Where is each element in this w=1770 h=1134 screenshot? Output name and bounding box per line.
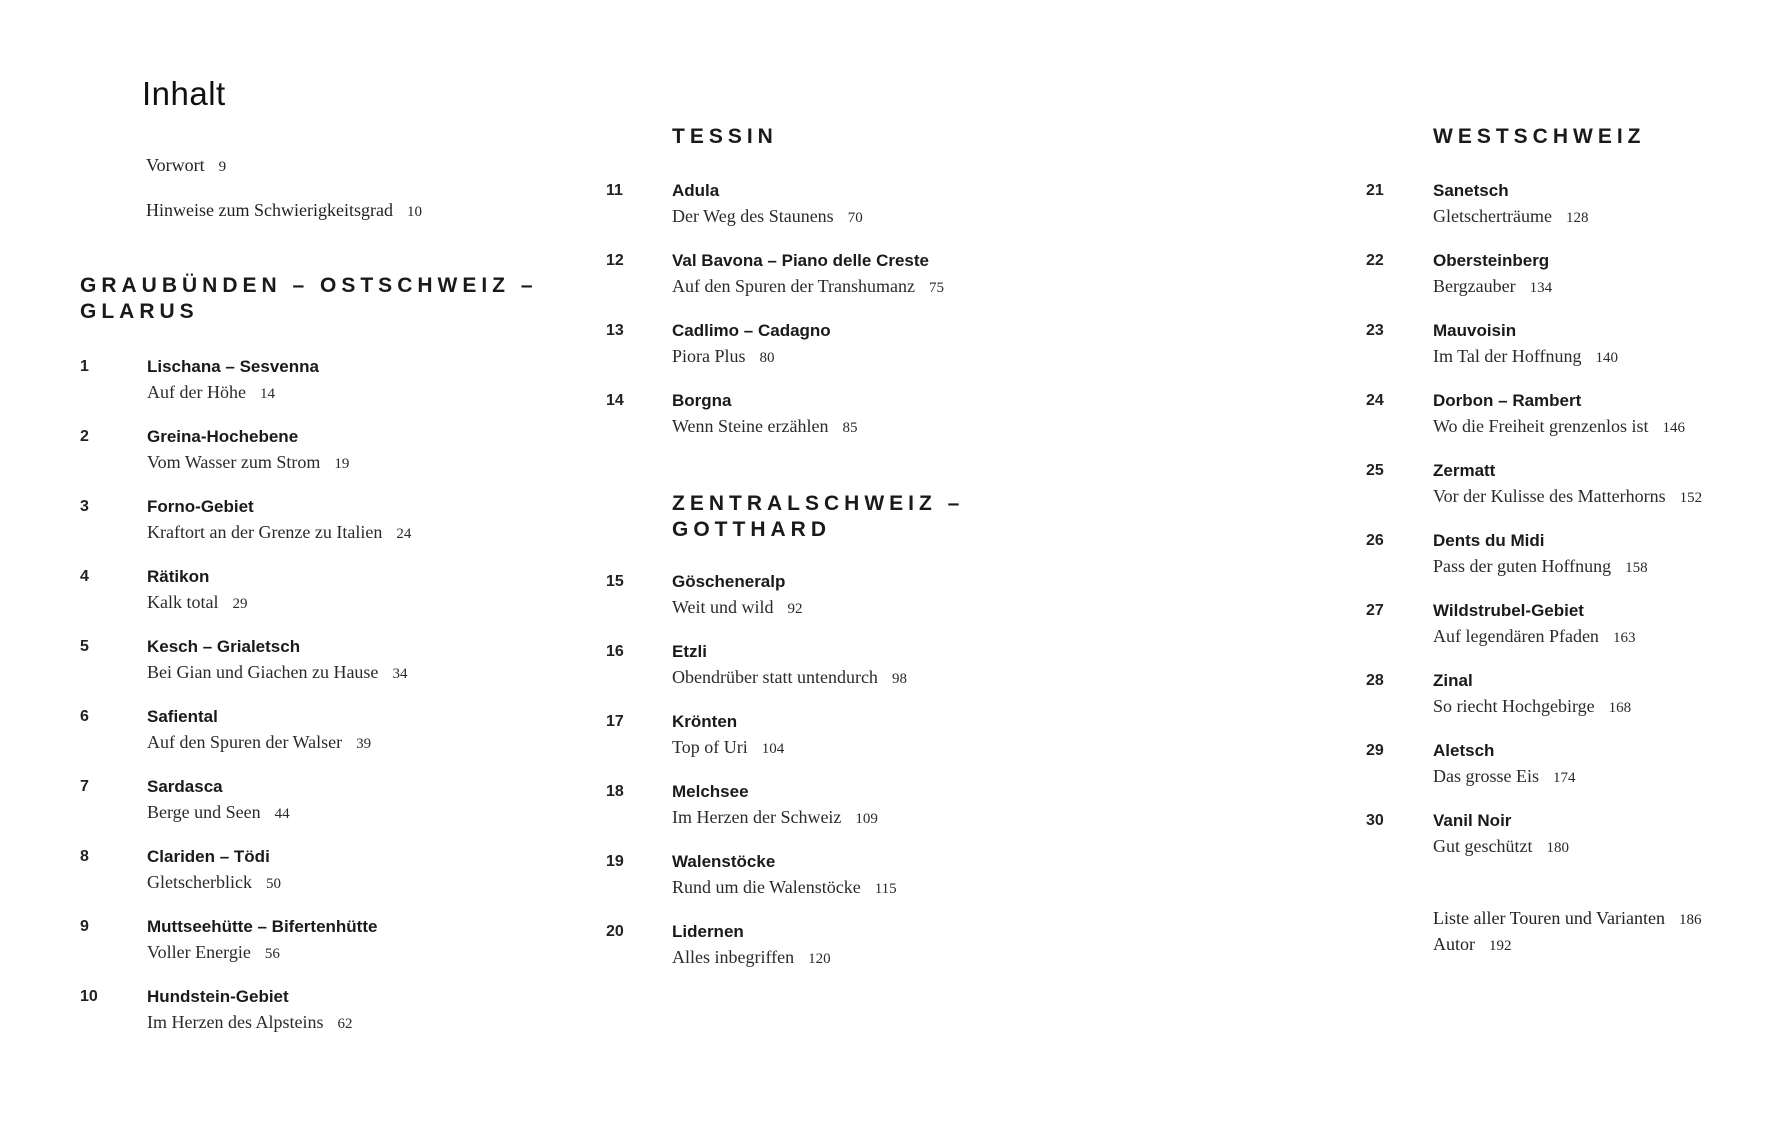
- toc-entry-number: 13: [606, 322, 624, 339]
- toc-page-number: 29: [232, 596, 248, 612]
- toc-entry-title: Kesch – Grialetsch: [147, 637, 301, 656]
- toc-entry[interactable]: [606, 252, 1086, 308]
- toc-entry-subtitle: Im Tal der Hoffnung: [1433, 346, 1582, 366]
- toc-page-number: 120: [808, 951, 831, 967]
- toc-entry-subtitle: Top of Uri: [672, 737, 748, 757]
- toc-entry-title: Zinal: [1433, 671, 1473, 690]
- toc-page-number: 180: [1546, 840, 1569, 856]
- section-heading-tessin: [672, 124, 778, 150]
- toc-entry[interactable]: [80, 568, 560, 624]
- toc-entry-title: Aletsch: [1433, 741, 1495, 760]
- toc-entry-subtitle: Bei Gian und Giachen zu Hause: [147, 662, 379, 682]
- toc-entry-label: Hinweise zum Schwierigkeitsgrad: [146, 200, 393, 220]
- toc-entry-subtitle: Kraftort an der Grenze zu Italien: [147, 522, 383, 542]
- toc-entry[interactable]: [606, 923, 1086, 979]
- toc-entry-title: Etzli: [672, 642, 707, 661]
- section-heading-graubuenden: [80, 273, 538, 325]
- toc-entry-subtitle-line: [672, 597, 803, 618]
- section-heading-westschweiz: [1433, 124, 1646, 150]
- toc-entry[interactable]: [80, 708, 560, 764]
- toc-entry-subtitle-line: [672, 737, 784, 758]
- toc-page-number: 39: [356, 736, 372, 752]
- toc-entry[interactable]: [80, 498, 560, 554]
- toc-entry-title: Clariden – Tödi: [147, 847, 270, 866]
- toc-page-number: 115: [874, 881, 897, 897]
- toc-entry-number: 4: [80, 568, 89, 585]
- toc-page-number: 70: [847, 210, 863, 226]
- toc-entry-title: Val Bavona – Piano delle Creste: [672, 251, 930, 270]
- toc-entry-subtitle-line: [147, 872, 281, 893]
- toc-entry-subtitle-line: [1433, 206, 1588, 227]
- toc-entry-title: Sanetsch: [1433, 181, 1509, 200]
- toc-entry-number: 19: [606, 853, 624, 870]
- toc-entry-subtitle: Obendrüber statt untendurch: [672, 667, 878, 687]
- section-heading-line: GLARUS: [80, 300, 199, 323]
- toc-entry-subtitle-line: [147, 802, 290, 823]
- toc-page-number: 186: [1679, 912, 1702, 928]
- toc-entry[interactable]: [1366, 602, 1770, 658]
- toc-entry-number: 10: [80, 988, 98, 1005]
- toc-entry-title: Lidernen: [672, 922, 744, 941]
- toc-entry[interactable]: [606, 322, 1086, 378]
- toc-entry-number: 12: [606, 252, 624, 269]
- toc-entry-number: 6: [80, 708, 89, 725]
- toc-entry-number: 5: [80, 638, 89, 655]
- toc-entry-number: 15: [606, 573, 624, 590]
- toc-page-number: 19: [334, 456, 350, 472]
- toc-entry[interactable]: [1366, 322, 1770, 378]
- toc-entry-subtitle-line: [1433, 346, 1618, 367]
- toc-entry-subtitle-line: [672, 947, 831, 968]
- toc-entry[interactable]: [606, 182, 1086, 238]
- toc-entry-subtitle: Wo die Freiheit grenzenlos ist: [1433, 416, 1649, 436]
- toc-page-number: 9: [218, 159, 227, 175]
- toc-entry-subtitle-line: [672, 667, 907, 688]
- toc-entry-subtitle-line: [672, 276, 944, 297]
- toc-page-number: 85: [842, 420, 858, 436]
- toc-entry-subtitle-line: [147, 662, 407, 683]
- toc-entry[interactable]: [80, 848, 560, 904]
- toc-entry-subtitle-line: [1433, 556, 1648, 577]
- toc-entry-title: Walenstöcke: [672, 852, 776, 871]
- toc-entry[interactable]: [606, 573, 1086, 629]
- toc-entry-subtitle: Im Herzen des Alpsteins: [147, 1012, 324, 1032]
- toc-entry-subtitle-line: [147, 732, 371, 753]
- section-heading-line: WESTSCHWEIZ: [1433, 125, 1646, 148]
- section-heading-line: GOTTHARD: [672, 518, 831, 541]
- toc-page-number: 24: [396, 526, 412, 542]
- toc-entry-title: Obersteinberg: [1433, 251, 1550, 270]
- toc-entry-title: Dents du Midi: [1433, 531, 1545, 550]
- toc-entry-number: 14: [606, 392, 624, 409]
- toc-entry[interactable]: [80, 358, 560, 414]
- toc-entry-subtitle: Auf den Spuren der Transhumanz: [672, 276, 915, 296]
- toc-page-number: 92: [787, 601, 803, 617]
- toc-entry-subtitle-line: [672, 206, 863, 227]
- toc-page-number: 134: [1529, 280, 1553, 296]
- toc-page-number: 168: [1608, 700, 1632, 716]
- toc-entry-subtitle: Pass der guten Hoffnung: [1433, 556, 1612, 576]
- toc-entry-number: 7: [80, 778, 89, 795]
- toc-entry-number: 1: [80, 358, 89, 375]
- toc-entry-number: 3: [80, 498, 89, 515]
- toc-entry-subtitle-line: [1433, 696, 1631, 717]
- toc-entry-title: Borgna: [672, 391, 732, 410]
- toc-entry-subtitle: Piora Plus: [672, 346, 746, 366]
- toc-entry-subtitle-line: [1433, 626, 1635, 647]
- toc-page-number: 34: [392, 666, 408, 682]
- toc-entry-subtitle: Der Weg des Staunens: [672, 206, 834, 226]
- toc-entry-title: Wildstrubel-Gebiet: [1433, 601, 1584, 620]
- toc-page-number: 128: [1565, 210, 1589, 226]
- toc-entry-subtitle: Rund um die Walenstöcke: [672, 877, 861, 897]
- toc-page-number: 50: [265, 876, 281, 892]
- toc-entry-number: 11: [606, 182, 623, 199]
- section-heading-line: GRAUBÜNDEN – OSTSCHWEIZ –: [80, 274, 538, 297]
- toc-entry[interactable]: [606, 392, 1086, 448]
- toc-entry-subtitle-line: [1433, 276, 1552, 297]
- toc-front-entry[interactable]: [146, 200, 422, 221]
- toc-entry-title: Greina-Hochebene: [147, 427, 299, 446]
- toc-entry-subtitle: Das grosse Eis: [1433, 766, 1539, 786]
- toc-entry-subtitle-line: [672, 346, 775, 367]
- toc-entry-subtitle: Auf legendären Pfaden: [1433, 626, 1599, 646]
- toc-entry[interactable]: [1366, 742, 1770, 798]
- toc-entry-subtitle: So riecht Hochgebirge: [1433, 696, 1595, 716]
- toc-entry-number: 28: [1366, 672, 1384, 689]
- toc-page-number: 152: [1679, 490, 1703, 506]
- toc-entry[interactable]: [1366, 252, 1770, 308]
- toc-entry-subtitle-line: [147, 522, 411, 543]
- toc-entry-number: 17: [606, 713, 624, 730]
- toc-entry[interactable]: [1366, 532, 1770, 588]
- toc-entry-subtitle-line: [1433, 486, 1702, 507]
- toc-page-number: 140: [1595, 350, 1619, 366]
- toc-entry[interactable]: [1366, 462, 1770, 518]
- toc-page-number: 174: [1553, 770, 1576, 786]
- toc-page-number: 158: [1625, 560, 1648, 576]
- toc-entry-subtitle-line: [1433, 766, 1576, 787]
- toc-page-number: 109: [855, 811, 878, 827]
- toc-entry-subtitle: Weit und wild: [672, 597, 774, 617]
- toc-entry-title: Cadlimo – Cadagno: [672, 321, 831, 340]
- toc-entry-label: Autor: [1433, 934, 1475, 954]
- toc-front-entry[interactable]: [146, 155, 226, 176]
- toc-entry-title: Krönten: [672, 712, 738, 731]
- toc-entry-number: 16: [606, 643, 624, 660]
- toc-entry-title: Göscheneralp: [672, 572, 786, 591]
- toc-entry-subtitle: Wenn Steine erzählen: [672, 416, 829, 436]
- toc-entry-title: Vanil Noir: [1433, 811, 1512, 830]
- toc-entry-number: 21: [1366, 182, 1384, 199]
- toc-entry-subtitle-line: [147, 1012, 352, 1033]
- toc-entry-number: 8: [80, 848, 89, 865]
- toc-entry-number: 9: [80, 918, 89, 935]
- toc-entry-title: Zermatt: [1433, 461, 1496, 480]
- toc-entry-number: 30: [1366, 812, 1384, 829]
- toc-entry-subtitle: Im Herzen der Schweiz: [672, 807, 842, 827]
- toc-entry-subtitle: Bergzauber: [1433, 276, 1516, 296]
- toc-entry-number: 20: [606, 923, 624, 940]
- section-heading-line: ZENTRALSCHWEIZ –: [672, 492, 965, 515]
- toc-page-number: 62: [337, 1016, 353, 1032]
- toc-entry-title: Adula: [672, 181, 720, 200]
- toc-entry[interactable]: [80, 918, 560, 974]
- toc-entry-title: Dorbon – Rambert: [1433, 391, 1582, 410]
- toc-entry-subtitle-line: [672, 416, 857, 437]
- toc-page-number: 146: [1662, 420, 1685, 436]
- toc-entry-number: 23: [1366, 322, 1384, 339]
- toc-entry[interactable]: [1366, 672, 1770, 728]
- toc-entry-number: 2: [80, 428, 89, 445]
- toc-entry-number: 24: [1366, 392, 1384, 409]
- toc-entry-subtitle: Auf der Höhe: [147, 382, 246, 402]
- toc-entry[interactable]: [80, 778, 560, 834]
- toc-entry[interactable]: [606, 783, 1086, 839]
- toc-entry-number: 29: [1366, 742, 1384, 759]
- toc-entry-subtitle: Kalk total: [147, 592, 219, 612]
- toc-page-number: 10: [406, 204, 422, 220]
- toc-entry-label: Liste aller Touren und Varianten: [1433, 908, 1666, 928]
- toc-entry-subtitle-line: [672, 877, 897, 898]
- toc-page-number: 56: [264, 946, 280, 962]
- page-title: Inhalt: [142, 75, 226, 112]
- toc-page-number: 98: [891, 671, 907, 687]
- toc-entry-title: Mauvoisin: [1433, 321, 1517, 340]
- toc-entry-number: 26: [1366, 532, 1384, 549]
- toc-entry-number: 25: [1366, 462, 1384, 479]
- toc-entry-title: Safiental: [147, 707, 218, 726]
- toc-entry[interactable]: [80, 988, 560, 1044]
- toc-entry-subtitle-line: [147, 452, 349, 473]
- toc-entry[interactable]: [80, 428, 560, 484]
- toc-entry-subtitle-line: [147, 382, 275, 403]
- toc-entry-title: Forno-Gebiet: [147, 497, 254, 516]
- toc-back-entry[interactable]: [1433, 934, 1512, 955]
- toc-entry-number: 22: [1366, 252, 1384, 269]
- toc-page-number: 14: [259, 386, 275, 402]
- toc-entry[interactable]: [1366, 392, 1770, 448]
- toc-entry[interactable]: [606, 713, 1086, 769]
- toc-entry-subtitle-line: [672, 807, 878, 828]
- toc-page-number: 192: [1489, 938, 1512, 954]
- section-heading-line: TESSIN: [672, 125, 778, 148]
- toc-entry-subtitle: Alles inbegriffen: [672, 947, 795, 967]
- toc-entry[interactable]: [606, 643, 1086, 699]
- toc-entry-subtitle-line: [147, 592, 247, 613]
- toc-page-number: 80: [759, 350, 775, 366]
- section-heading-zentralschweiz: [672, 491, 964, 543]
- toc-entry-title: Melchsee: [672, 782, 749, 801]
- toc-entry[interactable]: [1366, 182, 1770, 238]
- toc-page-number: 104: [761, 741, 785, 757]
- toc-entry-subtitle-line: [1433, 416, 1685, 437]
- toc-entry[interactable]: [80, 638, 560, 694]
- toc-entry-number: 18: [606, 783, 624, 800]
- toc-page-number: 44: [274, 806, 290, 822]
- toc-entry-subtitle: Voller Energie: [147, 942, 251, 962]
- toc-entry-subtitle: Vom Wasser zum Strom: [147, 452, 321, 472]
- toc-page-number: 75: [928, 280, 944, 296]
- toc-page-number: 163: [1612, 630, 1636, 646]
- toc-entry[interactable]: [606, 853, 1086, 909]
- toc-entry-subtitle: Gletscherblick: [147, 872, 252, 892]
- toc-entry-subtitle: Gut geschützt: [1433, 836, 1533, 856]
- toc-entry-subtitle: Berge und Seen: [147, 802, 261, 822]
- toc-entry-title: Rätikon: [147, 567, 210, 586]
- toc-entry-subtitle-line: [147, 942, 280, 963]
- toc-entry-subtitle: Gletscherträume: [1433, 206, 1552, 226]
- toc-entry-title: Lischana – Sesvenna: [147, 357, 319, 376]
- toc-entry-title: Muttseehütte – Bifertenhütte: [147, 917, 378, 936]
- toc-entry-title: Sardasca: [147, 777, 223, 796]
- toc-entry[interactable]: [1366, 812, 1770, 868]
- toc-entry-subtitle-line: [1433, 836, 1569, 857]
- toc-entry-subtitle: Vor der Kulisse des Matterhorns: [1433, 486, 1666, 506]
- toc-entry-title: Hundstein-Gebiet: [147, 987, 289, 1006]
- toc-back-entry[interactable]: [1433, 908, 1702, 929]
- toc-entry-subtitle: Auf den Spuren der Walser: [147, 732, 343, 752]
- toc-entry-number: 27: [1366, 602, 1384, 619]
- toc-entry-label: Vorwort: [146, 155, 205, 175]
